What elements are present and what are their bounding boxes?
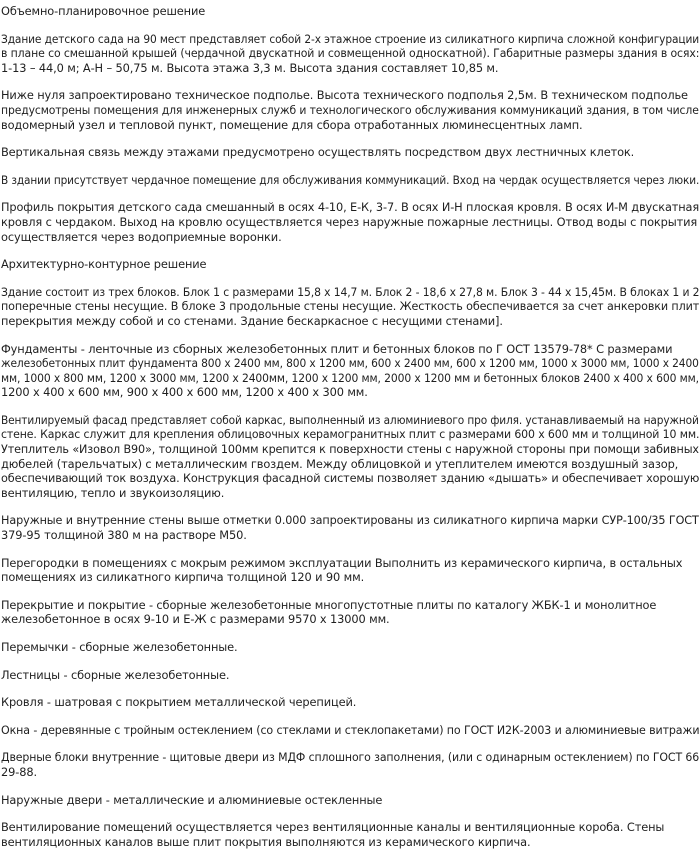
paragraph-line: стене. Каркас служит для крепления облицовочных керамогранитных плит с размерами 600 х 600 мм и толщиной 10 мм. (1, 427, 700, 442)
paragraph (1, 88, 700, 132)
paragraph-line: Окна - деревянные с тройным остеклением (со стеклами и стеклопакетами) по ГОСТ И2К-2003 и алюминиевые витражи (1, 722, 700, 737)
paragraph-line: 1-13 – 44,0 м; А-Н – 50,75 м. Высота этажа 3,3 м. Высота здания составляет 10,85 м. (1, 60, 499, 75)
paragraph-line: в плане со смешанной крышей (чердачной двускатной и совмещенной односкатной). Габаритные размеры здания в осях: (1, 46, 700, 61)
paragraph (1, 257, 700, 272)
paragraph-line: 379-95 толщиной 380 м на растворе М50. (1, 528, 247, 543)
paragraph-line: вентиляцию, тепло и звукоизоляцию. (1, 485, 225, 500)
paragraph (1, 145, 700, 160)
paragraph-line: Дверные блоки внутренние - щитовые двери из МДФ сплошного заполнения, (или с одинарным остеклением) по ГОСТ 66 (1, 750, 700, 765)
paragraph (1, 598, 700, 627)
paragraph-line: мм, 1000 х 800 мм, 1200 х 3000 мм, 1200 х 2400мм, 1200 х 1200 мм, 2000 х 1200 мм и бетонных блоков 2400 х 400 х 600 мм, (1, 370, 699, 385)
paragraph-line: кровля с чердаком. Выход на кровлю осуществляется через наружные пожарные лестницы. Отвод воды с покрытия (1, 214, 698, 229)
paragraph-line: 1200 х 400 х 600 мм, 900 х 400 х 600 мм, 1200 х 400 х 300 мм. (1, 385, 368, 400)
paragraph (1, 750, 700, 779)
paragraph-line: железобетонное в осях 9-10 и Е-Ж с размерами 9570 х 13000 мм. (1, 612, 390, 627)
paragraph-line: Лестницы - сборные железобетонные. (1, 667, 230, 682)
paragraph (1, 285, 700, 329)
paragraph (1, 723, 700, 738)
paragraph-line: Вертикальная связь между этажами предусмотрено осуществлять посредством двух лестничных клеток. (1, 145, 635, 160)
paragraph-line: В здании присутствует чердачное помещение для обслуживания коммуникаций. Вход на чердак осуществляется через люки. (1, 172, 700, 187)
paragraph-line: Наружные двери - металлические и алюминиевые остекленные (1, 792, 383, 807)
paragraph-line: Здание детского сада на 90 мест представляет собой 2-х этажное строение из силикатного кирпича сложной конфигурации (1, 31, 700, 46)
paragraph-line: Перегородки в помещениях с мокрым режимом эксплуатации Выполнить из керамического кирпича, в остальных (1, 555, 683, 570)
paragraph (1, 200, 700, 244)
paragraph-line: Наружные и внутренние стены выше отметки 0.000 запроектированы из силикатного кирпича марки СУР-100/35 ГОСТ (1, 513, 699, 528)
paragraph-line: Ниже нуля запроектировано техническое подполье. Высота технического подполья 2,5м. В техническом подполье (1, 88, 688, 103)
paragraph-line: предусмотрены помещения для инженерных служб и технологического обслуживания коммуникаций здания, в том числе (1, 102, 699, 117)
paragraph (1, 668, 700, 683)
paragraph-line: водомерный узел и тепловой пункт, помещение для сбора отработанных люминесцентных ламп. (1, 117, 583, 132)
paragraph-line: Вентилирование помещений осуществляется через вентиляционные каналы и вентиляционные короба. Стены (1, 820, 665, 835)
paragraph (1, 820, 700, 849)
paragraph (1, 695, 700, 710)
paragraph-line: поперечные стены несущие. В блоке 3 продольные стены несущие. Жесткость обеспечивается за счет анкеровки плит (1, 299, 700, 314)
paragraph-line: перекрытия между собой и со стенами. Здание бескаркасное с несущими стенами]. (1, 313, 503, 328)
paragraph-line: дюбелей (тарельчатых) с металлическим гвоздем. Между облицовкой и утеплителем имеются воздушный зазор, (1, 456, 679, 471)
paragraph-line: 29-88. (1, 764, 37, 779)
paragraph-line: железобетонных плит фундамента 800 х 2400 мм, 800 х 1200 мм, 600 х 2400 мм, 600 х 1200 мм, 1000 х 3000 мм, 1000 х 2400 (1, 356, 699, 371)
paragraph-line: помещениях из силикатного кирпича толщиной 120 и 90 мм. (1, 570, 365, 585)
paragraph-line: Архитектурно-контурное решение (1, 257, 207, 272)
paragraph-line: осуществляется через водоприемные воронки. (1, 229, 282, 244)
paragraph (1, 640, 700, 655)
paragraph (1, 413, 700, 501)
paragraph (1, 173, 700, 188)
paragraph-line: Перемычки - сборные железобетонные. (1, 640, 238, 654)
paragraph-line: Перекрытие и покрытие - сборные железобетонные многопустотные плиты по каталогу ЖБК-1 и монолитное (1, 597, 657, 612)
paragraph-line: Профиль покрытия детского сада смешанный в осях 4-10, Е-К, 3-7. В осях И-Н плоская кровля. В осях И-М двускатная (1, 200, 700, 215)
paragraph-line: вентиляционных каналов выше плит покрытия выполняются из керамического кирпича. (1, 834, 531, 849)
paragraph-line: Объемно-планировочное решение (1, 4, 206, 18)
paragraph (1, 342, 700, 400)
paragraph-line: Фундаменты - ленточные из сборных железобетонных плит и бетонных блоков по Г ОСТ 13579-78* С размерами (1, 341, 673, 356)
paragraph (1, 556, 700, 585)
paragraph-line: Здание состоит из трех блоков. Блок 1 с размерами 15,8 х 14,7 м. Блок 2 - 18,6 х 27,8 м. Блок 3 - 44 х 15,45м. В блоках 1 и 2 (1, 284, 700, 299)
paragraph-line: Вентилируемый фасад представляет собой каркас, выполненный из алюминиевого про филя. устанавливаемый на наружной (1, 412, 699, 427)
paragraph (1, 513, 700, 542)
paragraph (1, 4, 700, 19)
paragraph-line: Кровля - шатровая с покрытием металлической черепицей. (1, 695, 357, 710)
paragraph-line: Утеплитель «Изовол В90», толщиной 100мм крепится к поверхности стены с наружной стороны при помощи забивных (1, 442, 699, 457)
paragraph (1, 793, 700, 808)
paragraph (1, 32, 700, 76)
paragraph-line: обеспечивающий ток воздуха. Конструкция фасадной системы позволяет зданию «дышать» и обеспечивает хорошую (1, 471, 700, 486)
